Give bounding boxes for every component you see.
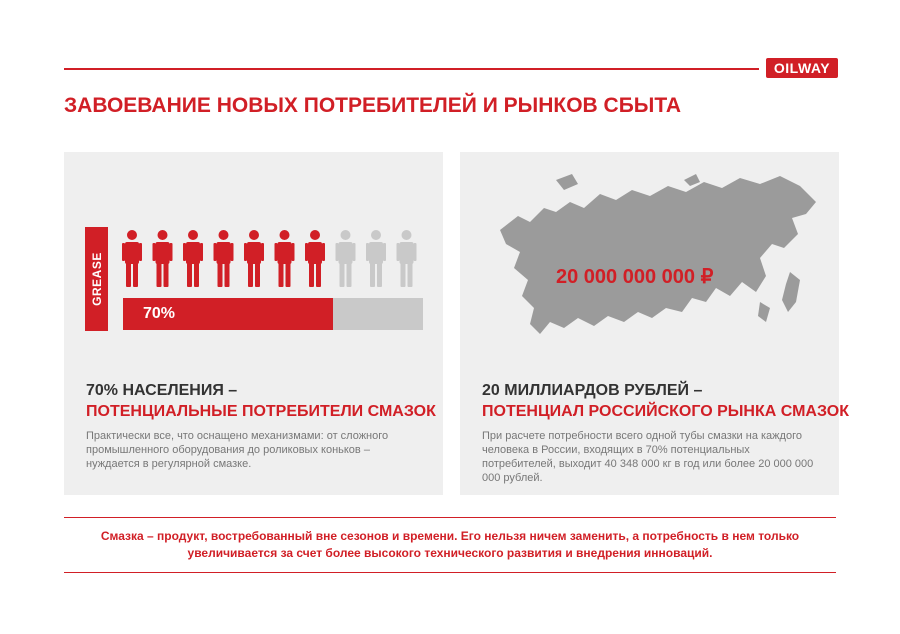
person-icon-filled [153, 230, 173, 287]
page-title: ЗАВОЕВАНИЕ НОВЫХ ПОТРЕБИТЕЛЕЙ И РЫНКОВ СБЫТА [64, 94, 682, 117]
person-icon-filled [244, 230, 264, 287]
market-description: При расчете потребности всего одной тубы смазки на каждого человека в России, входящих в 70% потенциальных потребителей, выходит 40 348 000 кг в год или более 20 000 000 000 рублей. [482, 430, 814, 484]
grease-label-block [85, 227, 108, 331]
person-icon-filled [122, 230, 142, 287]
top-rule [64, 68, 759, 70]
consumers-panel [64, 152, 443, 495]
russia-map-icon [460, 152, 839, 372]
oilway-logo: OILWAY [766, 58, 838, 78]
person-icon-filled [214, 230, 234, 287]
person-icon-filled [305, 230, 325, 287]
market-panel [460, 152, 849, 495]
market-heading: 20 МИЛЛИАРДОВ РУБЛЕЙ – [482, 382, 703, 399]
person-icon-empty [366, 230, 386, 287]
person-icon-filled [275, 230, 295, 287]
footer-rule-bottom [64, 572, 836, 573]
grease-label: GREASE [89, 252, 104, 306]
person-icon-empty [397, 230, 417, 287]
market-subheading: ПОТЕНЦИАЛ РОССИЙСКОГО РЫНКА СМАЗОК [482, 403, 849, 420]
consumers-subheading: ПОТЕНЦИАЛЬНЫЕ ПОТРЕБИТЕЛИ СМАЗОК [86, 403, 436, 420]
percent-bar-label: 70% [143, 305, 176, 322]
footer-rule-top [64, 517, 836, 518]
consumers-description: Практически все, что оснащено механизмами: от сложного промышленного оборудования до роликовых коньков – нуждается в регулярной смазке. [86, 430, 389, 470]
market-value: 20 000 000 000 ₽ [556, 266, 714, 288]
person-icon-empty [336, 230, 356, 287]
consumers-heading: 70% НАСЕЛЕНИЯ – [86, 382, 238, 399]
percent-bar [123, 298, 423, 330]
footer-statement: Смазка – продукт, востребованный вне сезонов и времени. Его нельзя ничем заменить, а потребность в нем только увеличивается за счет более высокого технического развития и внедрения инноваций. [100, 529, 800, 560]
people-pictogram-row [122, 230, 427, 290]
person-icon-filled [183, 230, 203, 287]
